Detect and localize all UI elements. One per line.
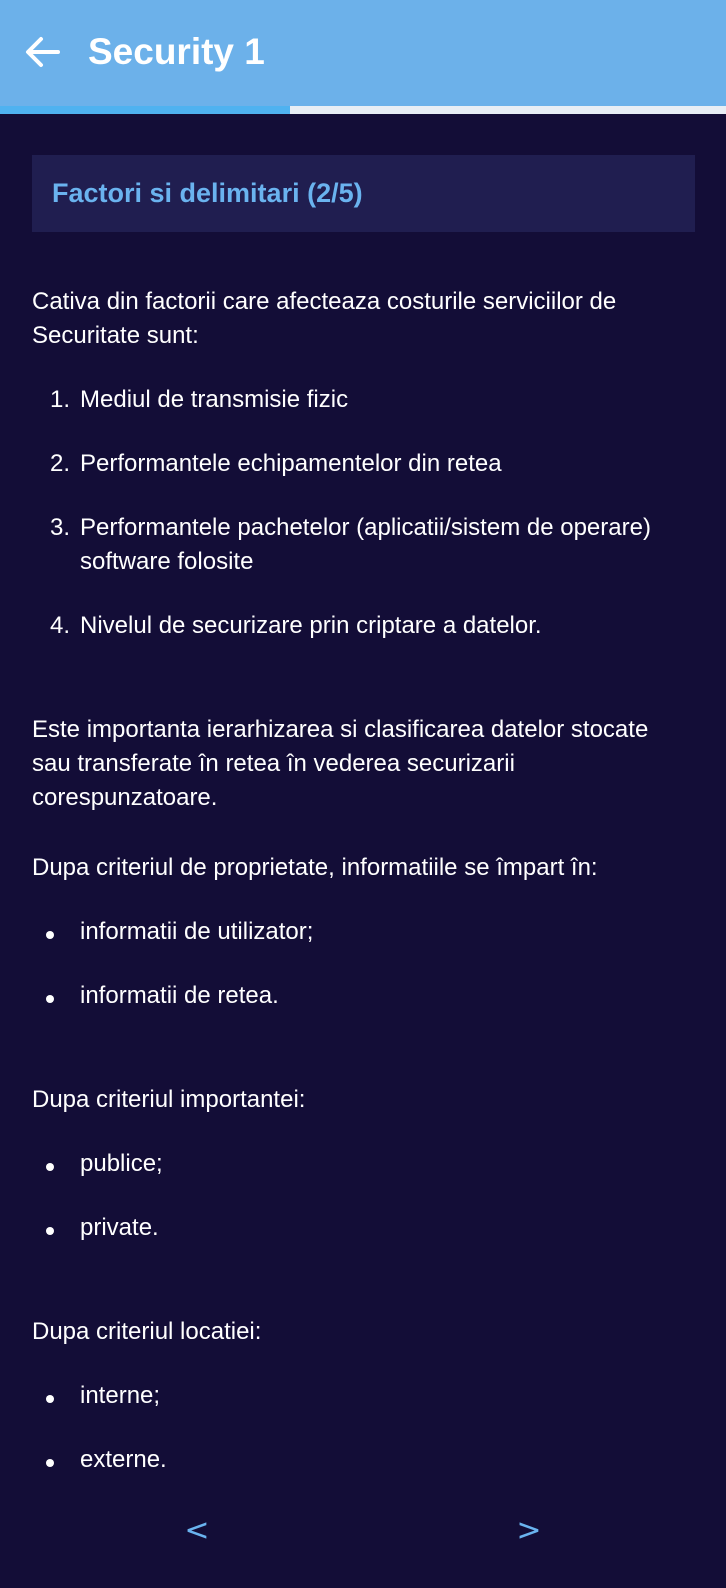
location-list: [32, 1379, 672, 1477]
importance-criteria-paragraph: Dupa criteriul importantei:: [32, 1086, 306, 1113]
next-page-button[interactable]: >: [516, 1512, 542, 1548]
importance-paragraph: Este importanta ierarhizarea si clasificarea datelor stocate sau transferate în retea în vederea securizarii corespunzatoare.: [32, 716, 649, 811]
list-item: [32, 1211, 672, 1245]
page-title: Security 1: [88, 31, 265, 72]
lesson-progress-fill: [0, 106, 290, 114]
lesson-progress-bar: [0, 106, 726, 114]
list-item-text: informatii de utilizator;: [80, 918, 314, 945]
arrow-left-icon: [24, 36, 60, 68]
list-item-text: externe.: [80, 1446, 167, 1473]
location-paragraph: Dupa criteriul locatiei:: [32, 1318, 262, 1345]
factors-list: [32, 383, 672, 643]
list-number: 3.: [49, 514, 70, 541]
list-number: 1.: [49, 386, 70, 413]
list-item: [32, 915, 672, 949]
section-title: Factori si delimitari (2/5): [52, 178, 363, 208]
bullet-icon: [46, 1227, 54, 1235]
intro-paragraph: Cativa din factorii care afecteaza costurile serviciilor de Securitate sunt:: [32, 288, 617, 349]
list-item: [32, 1379, 672, 1413]
list-item: [32, 979, 672, 1013]
section-header: [32, 155, 695, 232]
list-item: [32, 1147, 672, 1181]
app-bar: [0, 0, 726, 106]
bullet-icon: [46, 995, 54, 1003]
list-item: [32, 383, 672, 417]
list-item-text: Performantele echipamentelor din retea: [80, 450, 502, 477]
bullet-icon: [46, 1395, 54, 1403]
bullet-icon: [46, 1459, 54, 1467]
list-number: 2.: [49, 450, 70, 477]
previous-page-button[interactable]: <: [184, 1512, 210, 1548]
list-item: [32, 447, 672, 481]
list-item-text: informatii de retea.: [80, 982, 279, 1009]
list-item-text: private.: [80, 1214, 159, 1241]
list-item-text: Mediul de transmisie fizic: [80, 386, 349, 413]
list-item-text: Performantele pachetelor (aplicatii/sistem de operare) software folosite: [80, 514, 651, 575]
list-item-text: interne;: [80, 1382, 161, 1409]
list-item: [32, 1443, 672, 1477]
ownership-paragraph: Dupa criteriul de proprietate, informatiile se împart în:: [32, 854, 598, 881]
bullet-icon: [46, 1163, 54, 1171]
lesson-content: [32, 285, 672, 1507]
list-item-text: publice;: [80, 1150, 163, 1177]
ownership-list: [32, 915, 672, 1013]
list-item-text: Nivelul de securizare prin criptare a datelor.: [80, 612, 542, 639]
importance-list: [32, 1147, 672, 1245]
bullet-icon: [46, 931, 54, 939]
list-number: 4.: [49, 612, 70, 639]
back-button[interactable]: [20, 30, 64, 74]
lesson-navigation: [0, 1505, 726, 1555]
list-item: [32, 511, 672, 579]
list-item: [32, 609, 672, 643]
